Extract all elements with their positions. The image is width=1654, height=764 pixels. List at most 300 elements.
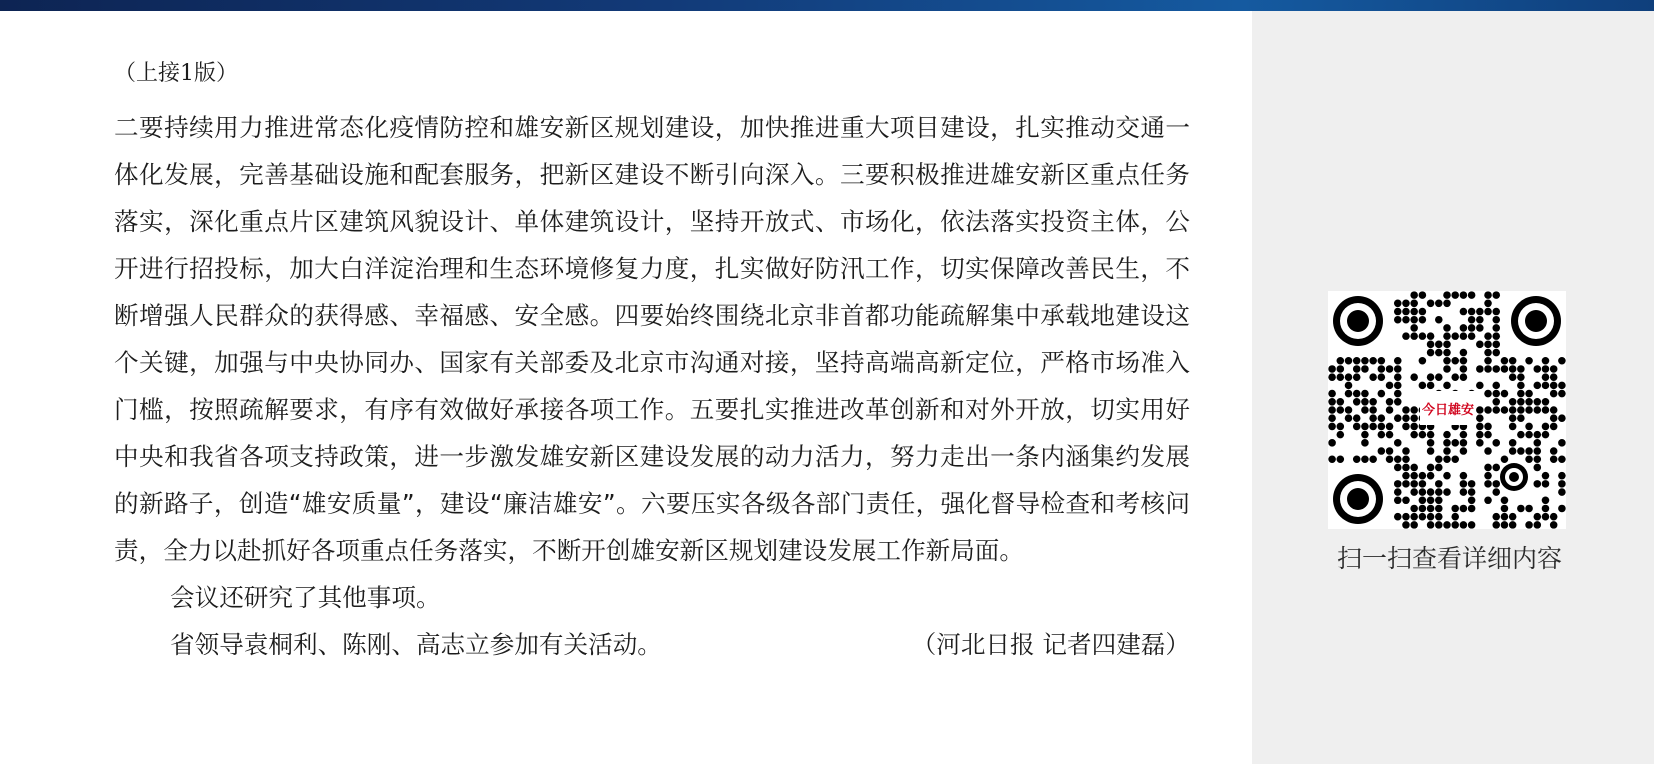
- qr-dot: [1558, 357, 1566, 365]
- qr-dot: [1394, 455, 1402, 463]
- qr-dot: [1361, 365, 1369, 373]
- qr-dot: [1484, 308, 1492, 316]
- article-body-paragraph: 二要持续用力推进常态化疫情防控和雄安新区规划建设，加快推进重大项目建设，扎实推动交通一体化发展，完善基础设施和配套服务，把新区建设不断引向深入。三要积极推进雄安新区重点任务落实，深化重点片区建筑风貌设计、单体建筑设计，坚持开放式、市场化，依法落实投资主体，公开进行招投标，加大白洋淀治理和生态环境修复力度，扎实做好防汛工作，切实保障改善民生，不断增强人民群众的获得感、幸福感、安全感。四要始终围绕北京非首都功能疏解集中承载地建设这个关键，加强与中央协同办、国家有关部委及北京市沟通对接，坚持高端高新定位，严格市场准入门槛，按照疏解要求，有序有效做好承接各项工作。五要扎实推进改革创新和对外开放，切实用好中央和我省各项支持政策，进一步激发雄安新区建设发展的动力活力，努力走出一条内涵集约发展的新路子，创造“雄安质量”，建设“廉洁雄安”。六要压实各级各部门责任，强化督导检查和考核问责，全力以赴抓好各项重点任务落实，不断开创雄安新区规划建设发展工作新局面。: [114, 113, 1190, 565]
- qr-dot: [1394, 382, 1402, 390]
- qr-dot: [1460, 357, 1468, 365]
- qr-dot: [1345, 390, 1353, 398]
- qr-dot: [1492, 464, 1500, 472]
- qr-dot: [1558, 488, 1566, 496]
- qr-dot: [1435, 488, 1443, 496]
- qr-dot: [1402, 521, 1410, 529]
- qr-dot: [1443, 291, 1451, 299]
- qr-dot: [1369, 423, 1377, 431]
- qr-dot: [1517, 505, 1525, 513]
- qr-dot: [1394, 365, 1402, 373]
- qr-dot: [1484, 365, 1492, 373]
- qr-logo-text: 今日雄安: [1421, 403, 1475, 418]
- qr-dot: [1484, 291, 1492, 299]
- qr-dot: [1534, 464, 1542, 472]
- qr-dot: [1509, 513, 1517, 521]
- qr-dot: [1534, 365, 1542, 373]
- qr-dot: [1394, 497, 1402, 505]
- qr-dot: [1435, 349, 1443, 357]
- qr-dot: [1410, 300, 1418, 308]
- qr-dot: [1394, 439, 1402, 447]
- qr-dot: [1386, 423, 1394, 431]
- qr-dot: [1542, 431, 1550, 439]
- qr-dot: [1525, 521, 1533, 529]
- qr-dot: [1525, 406, 1533, 414]
- qr-dot: [1345, 414, 1353, 422]
- qr-dot: [1410, 431, 1418, 439]
- qr-dot: [1419, 431, 1427, 439]
- qr-dot: [1550, 382, 1558, 390]
- qr-dot: [1394, 373, 1402, 381]
- qr-dot: [1386, 431, 1394, 439]
- qr-dot: [1394, 308, 1402, 316]
- qr-dot: [1419, 382, 1427, 390]
- qr-dot: [1542, 423, 1550, 431]
- qr-dot: [1361, 390, 1369, 398]
- qr-finder-top-right: [1511, 296, 1561, 346]
- qr-dot: [1501, 365, 1509, 373]
- qr-dot: [1427, 513, 1435, 521]
- qr-dot: [1468, 505, 1476, 513]
- qr-dot: [1509, 373, 1517, 381]
- qr-dot: [1410, 464, 1418, 472]
- qr-finder-bottom-left: [1333, 474, 1383, 524]
- qr-dot: [1509, 447, 1517, 455]
- qr-dot: [1476, 439, 1484, 447]
- qr-dot: [1427, 300, 1435, 308]
- qr-dot: [1369, 398, 1377, 406]
- qr-dot: [1542, 357, 1550, 365]
- qr-dot: [1542, 365, 1550, 373]
- qr-dot: [1353, 423, 1361, 431]
- qr-dot: [1435, 521, 1443, 529]
- qr-dot: [1353, 398, 1361, 406]
- qr-dot: [1443, 521, 1451, 529]
- qr-dot: [1492, 308, 1500, 316]
- qr-dot: [1484, 431, 1492, 439]
- qr-dot: [1394, 398, 1402, 406]
- qr-dot: [1410, 414, 1418, 422]
- qr-dot: [1378, 414, 1386, 422]
- qr-dot: [1558, 472, 1566, 480]
- qr-dot: [1427, 332, 1435, 340]
- top-banner-bar: [0, 0, 1654, 11]
- qr-dot: [1542, 497, 1550, 505]
- qr-dot: [1501, 406, 1509, 414]
- qr-dot: [1468, 488, 1476, 496]
- qr-dot: [1402, 464, 1410, 472]
- qr-dot: [1402, 414, 1410, 422]
- qr-dot: [1542, 406, 1550, 414]
- qr-dot: [1410, 332, 1418, 340]
- qr-dot: [1460, 365, 1468, 373]
- qr-dot: [1410, 406, 1418, 414]
- qr-dot: [1542, 398, 1550, 406]
- qr-dot: [1550, 455, 1558, 463]
- qr-dot: [1542, 382, 1550, 390]
- qr-dot: [1328, 373, 1336, 381]
- qr-dot: [1468, 324, 1476, 332]
- qr-dot: [1460, 291, 1468, 299]
- qr-dot: [1492, 365, 1500, 373]
- qr-dot: [1378, 423, 1386, 431]
- qr-dot: [1525, 390, 1533, 398]
- qr-dot: [1378, 373, 1386, 381]
- qr-dot: [1550, 390, 1558, 398]
- attendees-text: 省领导袁桐利、陈刚、高志立参加有关活动。: [170, 630, 662, 659]
- qr-dot: [1460, 488, 1468, 496]
- qr-dot: [1427, 349, 1435, 357]
- qr-dot: [1443, 382, 1451, 390]
- qr-dot: [1410, 373, 1418, 381]
- qr-dot: [1451, 521, 1459, 529]
- qr-dot: [1534, 439, 1542, 447]
- qr-dot: [1501, 521, 1509, 529]
- qr-dot: [1378, 365, 1386, 373]
- qr-dot: [1451, 439, 1459, 447]
- qr-dot: [1484, 349, 1492, 357]
- qr-dot: [1378, 357, 1386, 365]
- qr-dot: [1509, 414, 1517, 422]
- qr-dot: [1369, 414, 1377, 422]
- qr-dot: [1484, 300, 1492, 308]
- qr-dot: [1501, 505, 1509, 513]
- qr-dot: [1476, 431, 1484, 439]
- qr-dot: [1427, 521, 1435, 529]
- qr-dot: [1443, 324, 1451, 332]
- qr-dot: [1517, 398, 1525, 406]
- qr-dot: [1419, 316, 1427, 324]
- qr-dot: [1525, 357, 1533, 365]
- qr-dot: [1492, 406, 1500, 414]
- qr-dot: [1525, 505, 1533, 513]
- qr-dot: [1534, 455, 1542, 463]
- qr-dot: [1419, 497, 1427, 505]
- qr-dot: [1542, 373, 1550, 381]
- qr-dot: [1460, 308, 1468, 316]
- qr-dot: [1443, 349, 1451, 357]
- qr-dot: [1492, 439, 1500, 447]
- qr-dot: [1427, 447, 1435, 455]
- qr-dot: [1525, 447, 1533, 455]
- qr-dot: [1468, 497, 1476, 505]
- qr-dot: [1443, 472, 1451, 480]
- qr-dot: [1468, 291, 1476, 299]
- qr-dot: [1402, 423, 1410, 431]
- qr-dot: [1410, 521, 1418, 529]
- qr-dot: [1435, 316, 1443, 324]
- qr-dot: [1443, 300, 1451, 308]
- qr-dot: [1509, 357, 1517, 365]
- qr-dot: [1460, 472, 1468, 480]
- qr-dot: [1509, 365, 1517, 373]
- qr-dot: [1460, 480, 1468, 488]
- qr-dot: [1534, 521, 1542, 529]
- qr-dot: [1394, 390, 1402, 398]
- qr-dot: [1443, 488, 1451, 496]
- qr-dot: [1451, 332, 1459, 340]
- qr-dot: [1451, 357, 1459, 365]
- qr-dot: [1337, 431, 1345, 439]
- qr-dot: [1558, 439, 1566, 447]
- qr-dot: [1419, 505, 1427, 513]
- qr-dot: [1558, 382, 1566, 390]
- qr-dot: [1492, 382, 1500, 390]
- qr-dot: [1337, 398, 1345, 406]
- qr-dot: [1378, 447, 1386, 455]
- qr-dot: [1460, 324, 1468, 332]
- qr-dot: [1345, 373, 1353, 381]
- qr-dot: [1550, 373, 1558, 381]
- qr-dot: [1394, 464, 1402, 472]
- qr-caption: 扫一扫查看详细内容: [1336, 544, 1562, 573]
- qr-dot: [1419, 472, 1427, 480]
- qr-dot: [1460, 431, 1468, 439]
- qr-dot: [1501, 357, 1509, 365]
- qr-dot: [1443, 439, 1451, 447]
- continued-note: （上接1版）: [114, 61, 238, 86]
- qr-dot: [1558, 390, 1566, 398]
- qr-dot: [1353, 365, 1361, 373]
- qr-dot: [1492, 488, 1500, 496]
- qr-dot: [1501, 455, 1509, 463]
- qr-dot: [1517, 365, 1525, 373]
- qr-dot: [1353, 357, 1361, 365]
- qr-dot: [1337, 406, 1345, 414]
- qr-dot: [1484, 472, 1492, 480]
- qr-dot: [1386, 406, 1394, 414]
- qr-dot: [1534, 513, 1542, 521]
- qr-code-icon[interactable]: [1328, 291, 1566, 529]
- qr-dot: [1468, 332, 1476, 340]
- qr-dot: [1419, 513, 1427, 521]
- qr-dot: [1328, 439, 1336, 447]
- qr-dot: [1460, 439, 1468, 447]
- qr-dot: [1353, 455, 1361, 463]
- qr-dot: [1328, 365, 1336, 373]
- qr-dot: [1435, 505, 1443, 513]
- qr-dot: [1517, 447, 1525, 455]
- article-paragraph-other-matters: 会议还研究了其他事项。: [170, 583, 441, 612]
- qr-dot: [1460, 447, 1468, 455]
- qr-dot: [1337, 455, 1345, 463]
- qr-dot: [1476, 324, 1484, 332]
- qr-dot: [1427, 373, 1435, 381]
- qr-dot: [1492, 332, 1500, 340]
- qr-dot: [1361, 398, 1369, 406]
- qr-dot: [1386, 447, 1394, 455]
- qr-dot: [1484, 423, 1492, 431]
- qr-dot: [1410, 480, 1418, 488]
- qr-dot: [1542, 472, 1550, 480]
- qr-dot: [1509, 406, 1517, 414]
- qr-dot: [1476, 382, 1484, 390]
- qr-dot: [1419, 308, 1427, 316]
- qr-dot: [1525, 431, 1533, 439]
- qr-dot: [1369, 373, 1377, 381]
- qr-dot: [1369, 357, 1377, 365]
- qr-dot: [1534, 406, 1542, 414]
- qr-dot: [1525, 398, 1533, 406]
- qr-dot: [1361, 431, 1369, 439]
- qr-dot: [1451, 513, 1459, 521]
- qr-dot: [1534, 431, 1542, 439]
- qr-dot: [1534, 398, 1542, 406]
- qr-dot: [1484, 341, 1492, 349]
- qr-dot: [1345, 406, 1353, 414]
- qr-dot: [1386, 398, 1394, 406]
- article-byline: （河北日报 记者四建磊）: [911, 630, 1190, 659]
- qr-dot: [1550, 513, 1558, 521]
- qr-dot: [1402, 497, 1410, 505]
- qr-dot: [1501, 513, 1509, 521]
- qr-dot: [1451, 291, 1459, 299]
- qr-dot: [1410, 488, 1418, 496]
- qr-dot: [1443, 431, 1451, 439]
- qr-dot: [1550, 423, 1558, 431]
- qr-dot: [1558, 414, 1566, 422]
- qr-dot: [1484, 480, 1492, 488]
- qr-dot: [1394, 357, 1402, 365]
- qr-dot: [1476, 341, 1484, 349]
- qr-dot: [1353, 373, 1361, 381]
- qr-dot: [1509, 439, 1517, 447]
- qr-dot: [1427, 472, 1435, 480]
- qr-dot: [1492, 349, 1500, 357]
- qr-dot: [1427, 464, 1435, 472]
- qr-dot: [1484, 332, 1492, 340]
- qr-dot: [1369, 455, 1377, 463]
- qr-dot: [1435, 341, 1443, 349]
- qr-dot: [1410, 472, 1418, 480]
- qr-dot: [1328, 406, 1336, 414]
- qr-dot: [1378, 431, 1386, 439]
- qr-dot: [1369, 406, 1377, 414]
- qr-dot: [1492, 316, 1500, 324]
- qr-dot: [1435, 373, 1443, 381]
- qr-dot: [1443, 447, 1451, 455]
- qr-dot: [1345, 357, 1353, 365]
- qr-dot: [1443, 455, 1451, 463]
- qr-dot: [1468, 316, 1476, 324]
- qr-dot: [1476, 365, 1484, 373]
- qr-dot: [1435, 300, 1443, 308]
- qr-dot: [1419, 488, 1427, 496]
- qr-dot: [1419, 291, 1427, 299]
- qr-dot: [1353, 414, 1361, 422]
- qr-dot: [1534, 447, 1542, 455]
- qr-dot: [1435, 513, 1443, 521]
- qr-dot: [1542, 505, 1550, 513]
- qr-dot: [1402, 300, 1410, 308]
- qr-dot: [1525, 423, 1533, 431]
- qr-dot: [1435, 464, 1443, 472]
- qr-dot: [1476, 406, 1484, 414]
- qr-dot: [1394, 513, 1402, 521]
- qr-dot: [1410, 291, 1418, 299]
- qr-dot: [1402, 513, 1410, 521]
- qr-dot: [1460, 521, 1468, 529]
- qr-dot: [1427, 382, 1435, 390]
- qr-dot: [1492, 521, 1500, 529]
- qr-dot: [1550, 365, 1558, 373]
- qr-dot: [1443, 357, 1451, 365]
- qr-dot: [1361, 357, 1369, 365]
- qr-dot: [1525, 455, 1533, 463]
- qr-dot: [1476, 316, 1484, 324]
- qr-dot: [1427, 439, 1435, 447]
- qr-dot: [1534, 480, 1542, 488]
- qr-dot: [1509, 423, 1517, 431]
- qr-dot: [1451, 505, 1459, 513]
- qr-dot: [1468, 308, 1476, 316]
- qr-dot: [1492, 513, 1500, 521]
- qr-dot: [1443, 332, 1451, 340]
- sidebar-panel: [1252, 11, 1654, 764]
- qr-dot: [1509, 398, 1517, 406]
- qr-dot: [1460, 373, 1468, 381]
- qr-dot: [1410, 423, 1418, 431]
- qr-dot: [1386, 365, 1394, 373]
- qr-dot: [1492, 398, 1500, 406]
- qr-dot: [1361, 423, 1369, 431]
- qr-dot: [1402, 308, 1410, 316]
- qr-dot: [1394, 488, 1402, 496]
- qr-dot: [1328, 390, 1336, 398]
- qr-dot: [1451, 373, 1459, 381]
- qr-dot: [1484, 357, 1492, 365]
- qr-dot: [1460, 349, 1468, 357]
- qr-dot: [1550, 521, 1558, 529]
- qr-dot: [1402, 472, 1410, 480]
- qr-dot: [1517, 414, 1525, 422]
- qr-dot: [1492, 324, 1500, 332]
- qr-dot: [1419, 332, 1427, 340]
- qr-dot: [1476, 308, 1484, 316]
- qr-dot: [1550, 447, 1558, 455]
- qr-dot: [1337, 373, 1345, 381]
- qr-dot: [1394, 300, 1402, 308]
- qr-dot: [1419, 480, 1427, 488]
- qr-dot: [1517, 390, 1525, 398]
- qr-dot: [1517, 373, 1525, 381]
- qr-dot: [1337, 365, 1345, 373]
- qr-dot: [1361, 455, 1369, 463]
- qr-dot: [1402, 316, 1410, 324]
- qr-dot: [1492, 480, 1500, 488]
- qr-dot: [1345, 382, 1353, 390]
- qr-dot: [1402, 406, 1410, 414]
- qr-dot: [1337, 423, 1345, 431]
- qr-dot: [1394, 414, 1402, 422]
- qr-dot: [1402, 332, 1410, 340]
- qr-dot: [1328, 414, 1336, 422]
- qr-dot: [1353, 390, 1361, 398]
- qr-dot: [1451, 455, 1459, 463]
- qr-dot: [1427, 341, 1435, 349]
- qr-dot: [1435, 480, 1443, 488]
- qr-dot: [1558, 505, 1566, 513]
- qr-dot: [1509, 521, 1517, 529]
- qr-dot: [1394, 316, 1402, 324]
- qr-dot: [1328, 423, 1336, 431]
- qr-alignment-pattern: [1500, 463, 1528, 491]
- qr-dot: [1517, 431, 1525, 439]
